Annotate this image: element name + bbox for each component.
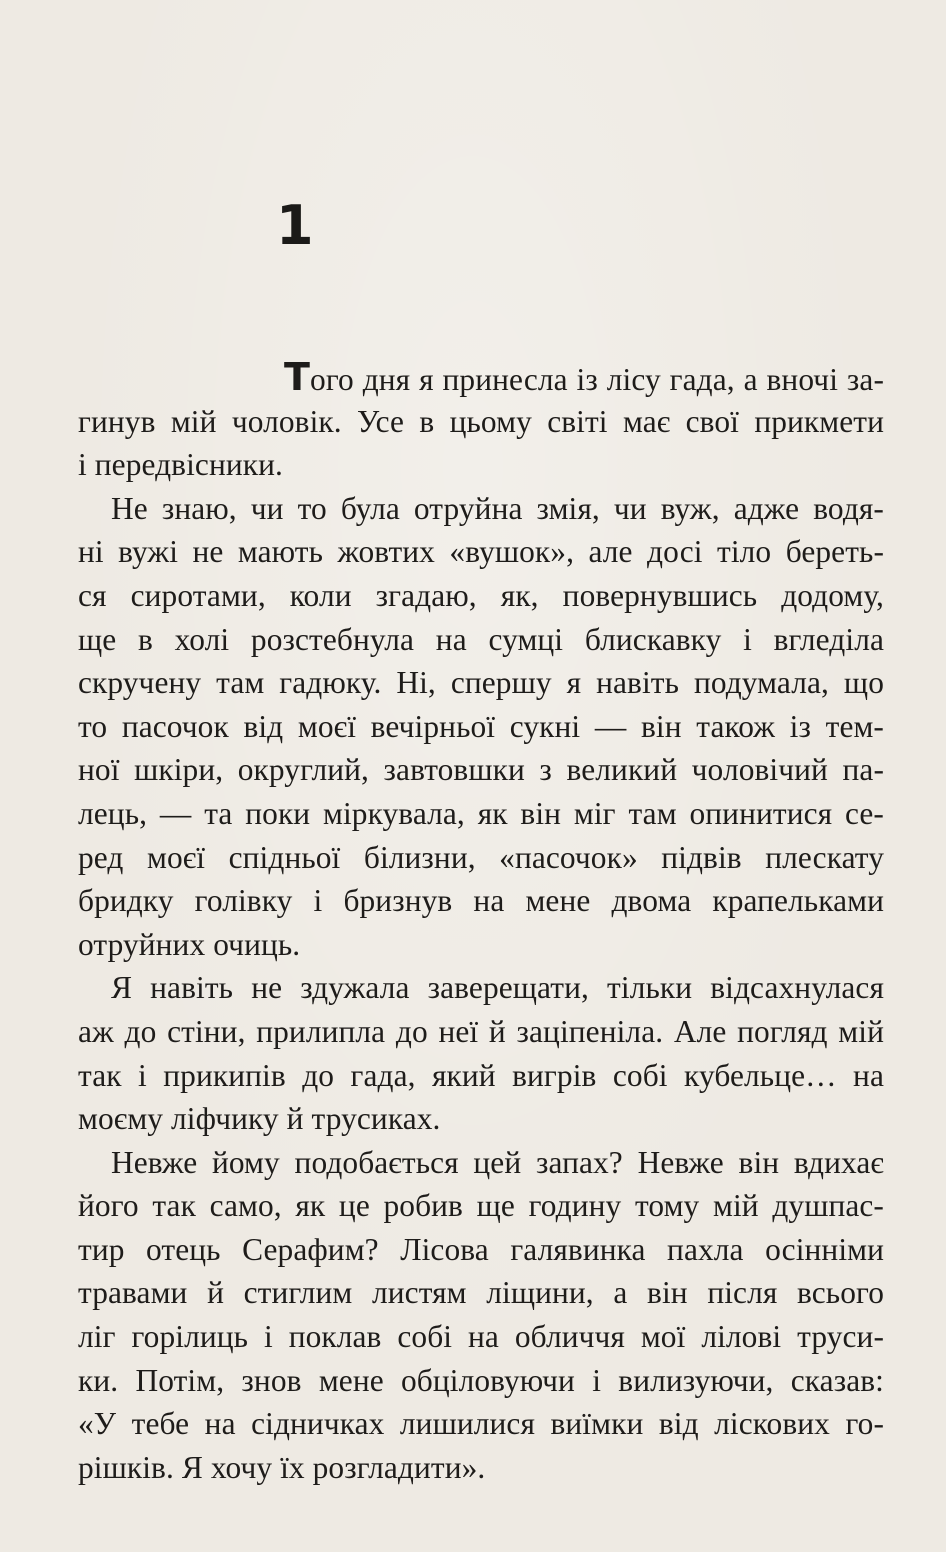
paragraph-1 xyxy=(78,356,884,487)
text-line: то пасочок від моєї вечірньої сукні — він також із тем- xyxy=(78,708,884,744)
text-line: рішків. Я хочу їх розгладити». xyxy=(78,1449,486,1485)
text-line: бридку голівку і бризнув на мене двома крапельками xyxy=(78,883,884,919)
text-line: і передвісники. xyxy=(78,447,283,483)
text-line: ся сиротами, коли згадаю, як, повернувшись додому, xyxy=(78,577,884,613)
text-line: отруйних очиць. xyxy=(78,926,301,962)
text-line: його так само, як це робив ще годину тому мій душпас- xyxy=(78,1188,884,1224)
text-line: ліг горілиць і поклав собі на обличчя мої лілові труси- xyxy=(78,1319,884,1355)
text-line: Я навіть не здужала заверещати, тільки відсахнулася xyxy=(111,970,884,1006)
text-line: ред моєї спідньої білизни, «пасочок» підвів плескату xyxy=(78,839,884,875)
paragraph-2 xyxy=(78,487,884,967)
text-line: ні вужі не мають жовтих «вушок», але досі тіло береть- xyxy=(78,534,884,570)
text-line: травами й стиглим листям ліщини, а він після всього xyxy=(78,1275,884,1311)
text-line: скручену там гадюку. Ні, спершу я навіть подумала, що xyxy=(78,665,884,701)
text-line: «У тебе на сідничках лишилися виїмки від ліскових го- xyxy=(78,1406,884,1442)
text-line: ки. Потім, знов мене обціловуючи і вилизуючи, сказав: xyxy=(78,1362,884,1398)
text-line: лець, — та поки міркувала, як він міг там опинитися се- xyxy=(78,795,884,831)
text-line: ще в холі розстебнула на сумці блискавку і вгледіла xyxy=(78,621,884,657)
paragraph-3 xyxy=(78,966,884,1140)
drop-cap: Т xyxy=(284,355,311,399)
text-line: Невже йому подобається цей запах? Невже він вдихає xyxy=(111,1144,884,1180)
chapter-number: 1 xyxy=(276,194,314,257)
text-line: аж до стіни, прилипла до неї й заціпеніла. Але погляд мій xyxy=(78,1013,884,1049)
text-line: Того дня я принесла із лісу гада, а вночі за- xyxy=(284,355,884,399)
text-line: гинув мій чоловік. Усе в цьому світі має свої прикмети xyxy=(78,403,884,439)
chapter-body xyxy=(78,356,884,1489)
text-line: моєму ліфчику й трусиках. xyxy=(78,1101,441,1137)
text-line: Не знаю, чи то була отруйна змія, чи вуж, адже водя- xyxy=(111,490,884,526)
text-line: тир отець Серафим? Лісова галявинка пахла осінніми xyxy=(78,1231,884,1267)
text-line: так і прикипів до гада, який вигрів собі кубельце… на xyxy=(78,1057,884,1093)
text-line: ної шкіри, округлий, завтовшки з великий чоловічий па- xyxy=(78,752,884,788)
paragraph-4 xyxy=(78,1141,884,1490)
